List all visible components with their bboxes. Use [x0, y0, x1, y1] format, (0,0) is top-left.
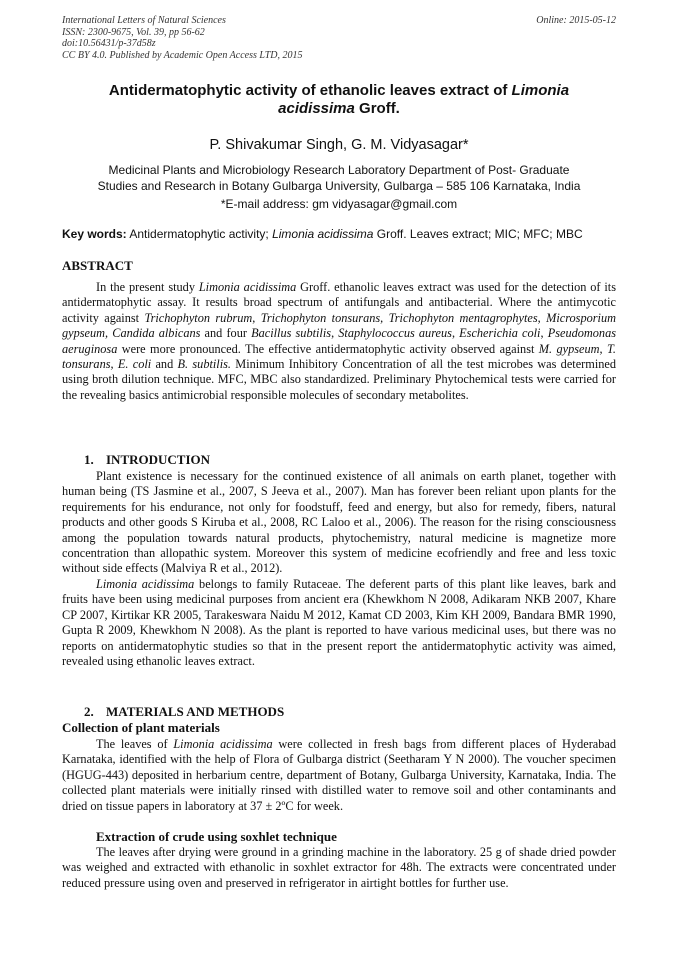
- methods-paragraph-1: The leaves of Limonia acidissima were collected in fresh bags from different places of Hyderabad Karnataka, identified with the help of Flora of Gulbarga district (Seetharam Y N 2000). The voucher specimen (HGUG-443) deposited in herbarium centre, department of Botany, Gulbarga University, Karnataka, India. The collected plant materials were initially rinsed with distilled water to remove soil and other contaminants and dried on tissue papers in laboratory at 37 ± 2ºC for week.: [62, 737, 617, 813]
- paper-title: Antidermatophytic activity of ethanolic leaves extract of Limonia acidissima Groff.: [108, 82, 570, 117]
- section-heading-introduction: 1. INTRODUCTION: [84, 452, 211, 467]
- authors: P. Shivakumar Singh, G. M. Vidyasagar*: [209, 137, 469, 153]
- abstract-heading: ABSTRACT: [62, 258, 133, 273]
- doi: doi:10.56431/p-37d58z: [62, 38, 156, 49]
- introduction-paragraph-1: Plant existence is necessary for the continued existence of all animals on earth planet, together with human being (TS Jasmine et al., 2007, S Jeeva et al., 2007). Man has forever been reliant upon plants for the requirements for his endurance, not only for foodstuff, feed and energy, but also for remedy, fibers, natural products and other goods S Kiruba et al., 2008, RC Laloo et al., 2006). The reason for the rising consciousness among the population towards natural products, phytochemistry, natural medicine is magnetize more concentration than allopathic system. Moreover this system of medicine ecofriendly and free and less toxic without side effects (Malviya R et al., 2012).: [62, 469, 616, 576]
- journal-name: International Letters of Natural Sciences: [62, 15, 226, 26]
- keywords: Key words: Antidermatophytic activity; Limonia acidissima Groff. Leaves extract; MIC; MFC; MBC: [62, 227, 583, 241]
- keywords-label: Key words:: [62, 227, 127, 241]
- methods-paragraph-2: The leaves after drying were ground in a grinding machine in the laboratory. 25 g of shade dried powder was weighed and extracted with ethanolic in soxhlet extractor for 48h. The extracts were concentrated under reduced pressure using oven and preserved in refrigerator in airtight bottles for further use.: [62, 845, 616, 890]
- page-header: [62, 15, 616, 61]
- affiliation: Medicinal Plants and Microbiology Research Laboratory Department of Post- Graduate Studies and Research in Botany Gulbarga University, Gulbarga – 585 106 Karnataka, India: [97, 163, 581, 193]
- online-date: Online: 2015-05-12: [536, 15, 616, 26]
- subheading-extraction: Extraction of crude using soxhlet technique: [96, 829, 337, 844]
- section-heading-methods: 2. MATERIALS AND METHODS: [84, 704, 285, 719]
- title-species: Limonia acidissima: [278, 82, 570, 117]
- license: CC BY 4.0. Published by Academic Open Access LTD, 2015: [62, 49, 303, 61]
- email-address: *E-mail address: gm vidyasagar@gmail.com: [220, 197, 458, 211]
- issn: ISSN: 2300-9675, Vol. 39, pp 56-62: [62, 26, 205, 38]
- abstract-text: In the present study Limonia acidissima Groff. ethanolic leaves extract was used for the detection of its antidermatophytic assay. It results broad spectrum of antifungals and antibacterial. Where the antimycotic activity against Trichophyton rubrum, Trichophyton tonsurans, Trichophyton mentagrophytes, Microsporium gypseum, Candida albicans and four Bacillus subtilis, Staphylococcus aureus, Escherichia coli, Pseudomonas aeruginosa were more pronounced. The effective antidermatophytic activity observed against M. gypseum, T. tonsurans, E. coli and B. subtilis. Minimum Inhibitory Concentration of all the test microbes was determined using broth dilution technique. MFC, MBC also standardized. Preliminary Phytochemical tests were carried for the revealing basics antimicrobial responsible molecules of secondary metabolites.: [62, 280, 616, 402]
- introduction-paragraph-2: Limonia acidissima belongs to family Rutaceae. The deferent parts of this plant like leaves, bark and fruits have been using medicinal purposes from ancient era (Khewkhom N 2008, Adikaram NKB 2007, Khare CP 2007, Kirtikar KR 2005, Tarakeswara Naidu M 2012, Kamat CD 2003, Kim KH 2009, Bandara BMR 1990, Gupta R 2009, Khewkhom N 2008). As the plant is reported to have various medicinal uses, but there was no reports on antidermatophytic studies so that in the present report the antidermatophytic activity was aimed, revealed using ethanolic leaves extract.: [62, 577, 616, 669]
- subheading-collection: Collection of plant materials: [62, 720, 220, 735]
